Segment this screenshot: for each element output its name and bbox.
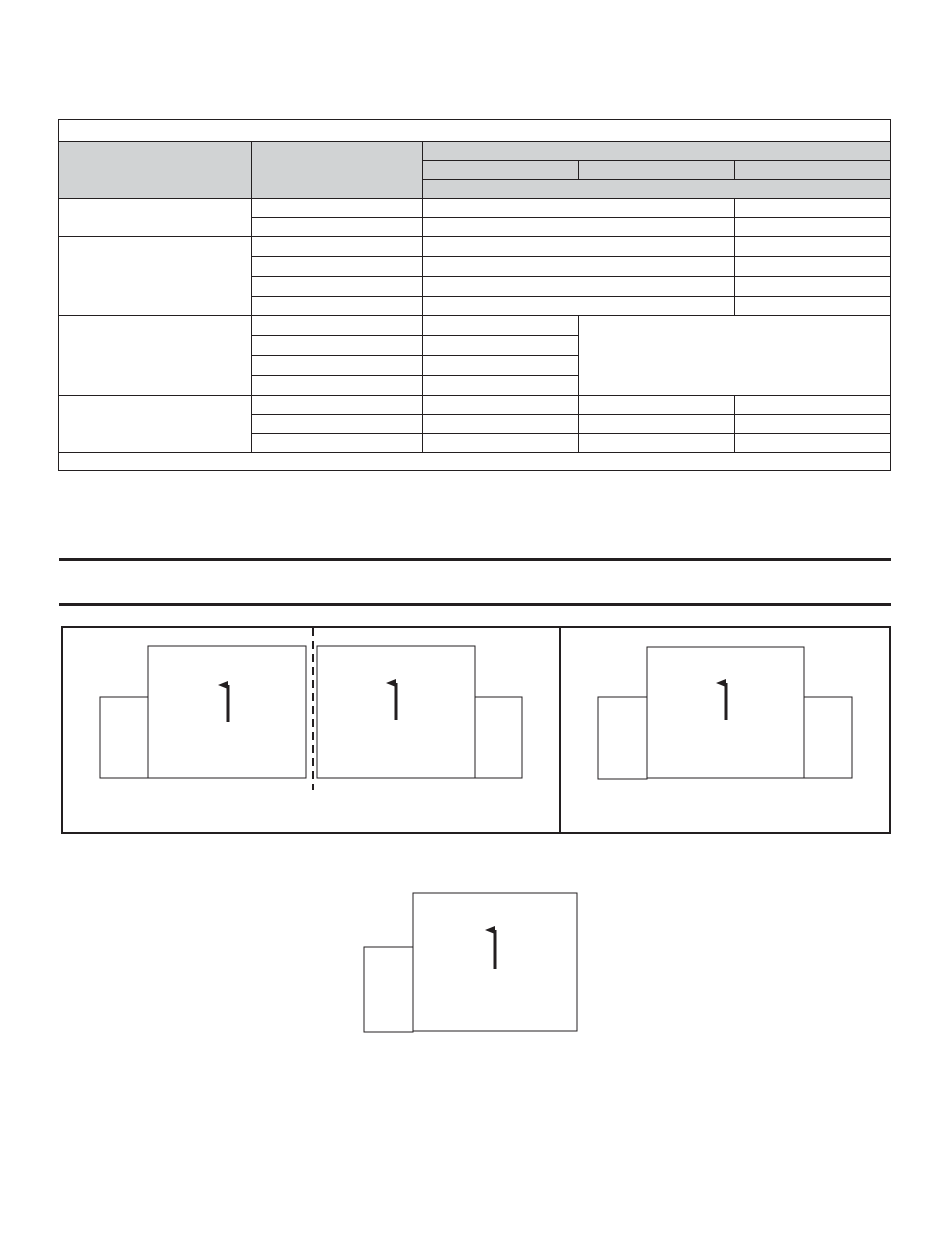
side-unit (598, 697, 647, 779)
side-unit (804, 697, 852, 778)
side-unit (475, 697, 522, 778)
side-unit (100, 697, 148, 778)
side-unit (364, 947, 413, 1032)
